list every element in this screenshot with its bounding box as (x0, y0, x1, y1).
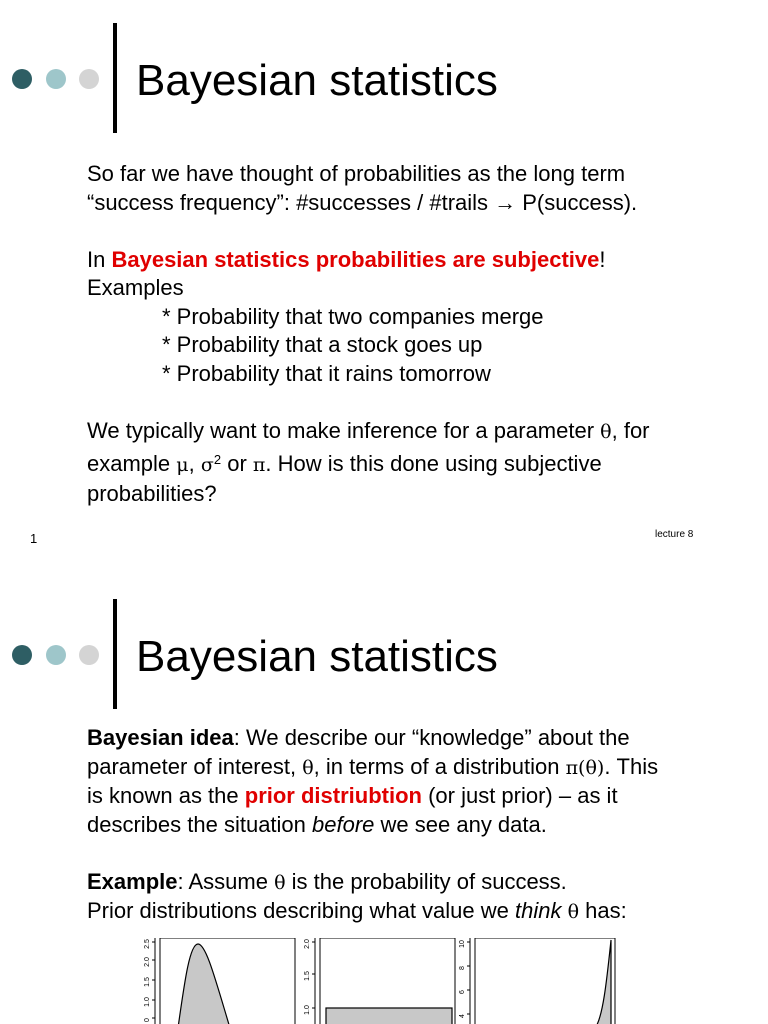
text: example (87, 451, 177, 476)
plot-svg (140, 938, 300, 1024)
text: describes the situation (87, 811, 313, 837)
bold-label: Example (87, 868, 178, 894)
para-line (87, 446, 650, 480)
highlight-text: Bayesian statistics probabilities are subjective (111, 246, 600, 272)
para-line (87, 897, 658, 927)
dot-icon-light (46, 645, 66, 665)
pi-symbol: π (252, 454, 266, 476)
dot-icon-light (46, 69, 66, 89)
text: is the probability of success. (285, 868, 567, 894)
density-curve (178, 944, 230, 1024)
para-line (87, 724, 658, 753)
tick-label: 1.5 (144, 977, 151, 987)
bold-label: Bayesian idea (87, 725, 234, 750)
list-item: * Probability that it rains tomorrow (162, 360, 491, 386)
title-divider (113, 599, 117, 709)
mu-symbol: μ (176, 454, 189, 476)
footer-label: lecture 8 (655, 529, 694, 540)
italic-text: before (312, 811, 375, 837)
tick-label: 8 (459, 966, 466, 970)
text: , for (611, 417, 650, 443)
sigma-symbol: σ (200, 454, 214, 476)
text: (or just prior) – as it (421, 783, 618, 808)
tick-label: 1.5 (304, 971, 311, 981)
tick-label: 10 (459, 940, 466, 948)
para-line (87, 246, 650, 275)
list-item: * Probability that a stock goes up (162, 332, 483, 357)
tick-label: 2.0 (144, 957, 151, 967)
tick-label: 1.0 (304, 1005, 311, 1015)
dot-icon-dark (12, 645, 32, 665)
para-line: “success frequency”: #successes / #trails → P(success). (87, 189, 638, 215)
page-number: 1 (30, 531, 38, 546)
text: . How is this done using subjective (265, 451, 602, 476)
plot-svg (300, 938, 460, 1024)
title-divider (113, 23, 117, 133)
slide-body (87, 160, 650, 508)
text: We typically want to make inference for a parameter (87, 417, 601, 443)
para-line (87, 753, 658, 783)
tick-label: 4 (459, 1014, 466, 1018)
para-line (87, 811, 658, 840)
prior-plot-increasing (455, 938, 620, 1024)
text: . This (604, 753, 659, 779)
para-line: probabilities? (87, 480, 217, 506)
text: is known as the (87, 783, 245, 808)
text: , in terms of a distribution (313, 753, 566, 779)
text: parameter of interest, (87, 753, 303, 779)
text: In (87, 246, 112, 272)
para-line (87, 868, 658, 898)
slide-title: Bayesian statistics (136, 632, 498, 681)
text: Prior distributions describing what value we (87, 898, 515, 923)
prior-plot-uniform (300, 938, 460, 1024)
text: : We describe our “knowledge” about the (233, 725, 630, 750)
density-curve (595, 940, 611, 1024)
tick-label: 1.0 (144, 997, 151, 1007)
plot-svg (455, 938, 620, 1024)
tick-label: 2.0 (304, 939, 311, 949)
dot-icon-dark (12, 69, 32, 89)
theta-symbol: θ (567, 901, 580, 923)
text: or (221, 451, 253, 476)
tick-label: 6 (459, 990, 466, 994)
slide-body (87, 724, 658, 927)
para-line (87, 782, 658, 811)
para-line: So far we have thought of probabilities as the long term (87, 161, 626, 186)
slide-2 (0, 576, 768, 1024)
italic-text: think (514, 898, 562, 923)
dot-icon-gray (79, 69, 99, 89)
text: we see any data. (374, 811, 547, 837)
text: has: (579, 898, 627, 923)
pi-theta-symbol: π(θ) (565, 756, 605, 779)
superscript: 2 (213, 452, 222, 467)
dot-icon-gray (79, 645, 99, 665)
plot-frame (475, 938, 615, 1024)
text: : Assume (177, 868, 275, 894)
list-item: * Probability that two companies merge (162, 303, 544, 329)
density-curve (326, 1008, 452, 1024)
tick-label: 0 (144, 1018, 151, 1022)
text: ! (599, 246, 606, 272)
highlight-text: prior distriubtion (244, 783, 422, 808)
text: , (188, 451, 201, 476)
examples-label: Examples (87, 275, 184, 300)
para-line (87, 417, 650, 447)
slide-title: Bayesian statistics (136, 56, 498, 105)
theta-symbol: θ (274, 871, 286, 894)
theta-symbol: θ (302, 756, 314, 779)
prior-plot-bell (140, 938, 300, 1024)
theta-symbol: θ (600, 420, 612, 443)
tick-label: 2.5 (144, 939, 151, 949)
